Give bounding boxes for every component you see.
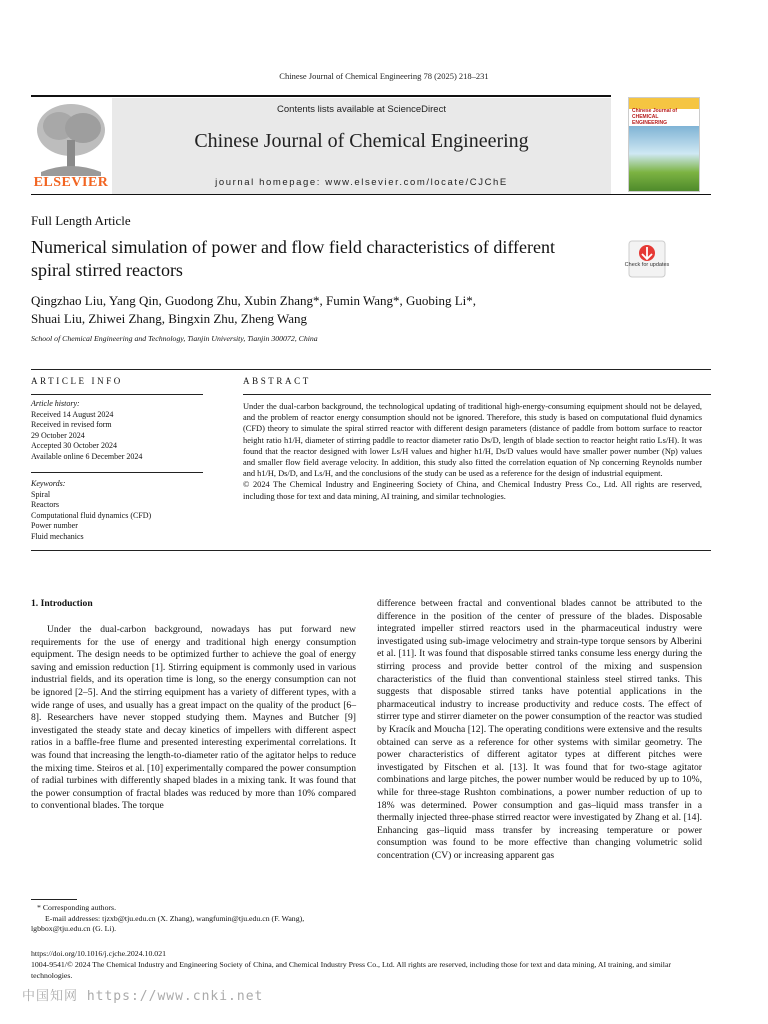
footnote-rule xyxy=(31,899,77,900)
keywords-label: Keywords: xyxy=(31,479,66,488)
article-type: Full Length Article xyxy=(31,213,131,228)
affiliation: School of Chemical Engineering and Technology, Tianjin University, Tianjin 300072, China xyxy=(31,334,318,343)
info-rule xyxy=(31,394,203,395)
paragraph: Under the dual-carbon background, nowadays has put forward new requirements for the use of energy and traditional high energy consumption equipment. The design needs to be optimized further to achieve the goal of energy saving and emission reduction [1]. Stirring equipment is commonly used in various industrial fields, and its operation time is long, so the energy consumption can not be ignored [2–5]. And the stirring equipment has a variety of different types, with a wide range of uses, and usually has a great impact on the quality of the product [6–8]. Researchers have never stopped studying them. Maynes and Butcher [9] investigated the steady state and decay kinetics of impellers with different aspect ratios in a baffle-free flume and presented interesting experimental correlations. It was found that increasing the length-to-diameter ratio of the agitator helps to reduce the mixing time. Steiros et al. [10] experimentally compared the power consumption of radial turbines with differently shaped blades in a mixing tank. It was found that the power consumption of fractal blades was reduced by more than 10% compared to conventional blades. The torque xyxy=(31,624,356,812)
doi-link[interactable]: https://doi.org/10.1016/j.cjche.2024.10.021 xyxy=(31,949,166,958)
section-divider xyxy=(31,369,711,370)
journal-homepage[interactable]: journal homepage: www.elsevier.com/locate/CJChE xyxy=(215,177,508,188)
bottom-copyright: 1004-9541/© 2024 The Chemical Industry and Engineering Society of China, and Chemical Industry Press Co., Ltd. All rights are reserved, including those for text and data mining, AI training, and similar technologies. xyxy=(31,960,672,980)
keyword: Reactors xyxy=(31,500,59,510)
contents-line: Contents lists available at ScienceDirect xyxy=(277,104,446,115)
abstract-body xyxy=(243,401,702,502)
keywords xyxy=(31,479,203,543)
body-column-left xyxy=(31,624,356,813)
keyword: Power number xyxy=(31,521,78,531)
abstract-heading: ABSTRACT xyxy=(243,376,311,386)
article-info-heading: ARTICLE INFO xyxy=(31,376,123,386)
article-title: Numerical simulation of power and flow field characteristics of different spiral stirred reactors xyxy=(31,237,555,280)
cover-title: Chinese Journal of CHEMICAL ENGINEERING xyxy=(632,108,678,126)
check-updates-icon[interactable] xyxy=(628,240,666,278)
footnote xyxy=(31,903,356,935)
header-bottom-rule xyxy=(31,194,711,195)
history-item: Received 14 August 2024 xyxy=(31,409,114,419)
history-item: Received in revised form xyxy=(31,420,112,430)
info-mid-rule xyxy=(31,472,203,473)
email-addresses: E-mail addresses: tjzxb@tju.edu.cn (X. Zhang), wangfumin@tju.edu.cn (F. Wang), lgbbox@tju.edu.cn (G. Li). xyxy=(31,913,305,934)
abstract-bottom-rule xyxy=(31,550,711,551)
history-label: Article history: xyxy=(31,399,80,408)
abstract-rule xyxy=(243,394,711,395)
authors-line-1: Qingzhao Liu, Yang Qin, Guodong Zhu, Xubin Zhang*, Fumin Wang*, Guobing Li*, xyxy=(31,293,477,308)
journal-title: Chinese Journal of Chemical Engineering xyxy=(194,130,529,152)
author-list xyxy=(31,292,631,328)
abstract-text: Under the dual-carbon background, the technological updating of traditional high-energy-consuming equipment should not be delayed, and the problem of reactor energy consumption should not be ignored. Therefore, this study is based on computational fluid dynamics (CFD) theory to simulate the spiral stirred reactor with different design parameters (distance of paddle from bottom surface to reactor height ratio h1/H, diameter of stirring paddle to reactor diameter ratio Ds/D, length of blade section to reactor height ratio Ls/H). It was found that the reactor designed with lower Ls/H values and higher h1/H, Ds/D values would have smaller power number (Np) values and smaller flow field average velocity. In addition, this study also fitted the correlation equation of Np concerning Reynolds number and h1/H, Ds/D, and Ls/H, and the conclusions of the study can be used as a reference for the design of industrial equipment. xyxy=(243,402,702,479)
history-item: Accepted 30 October 2024 xyxy=(31,441,117,451)
journal-reference: Chinese Journal of Chemical Engineering 78 (2025) 218–231 xyxy=(279,71,489,81)
section-heading-introduction: 1. Introduction xyxy=(31,598,93,609)
authors-line-2: Shuai Liu, Zhiwei Zhang, Bingxin Zhu, Zheng Wang xyxy=(31,311,308,326)
history-item: Available online 6 December 2024 xyxy=(31,451,143,461)
keyword: Fluid mechanics xyxy=(31,531,84,541)
header-top-rule xyxy=(31,95,611,97)
corresponding-note: * Corresponding authors. xyxy=(37,903,117,912)
body-column-right xyxy=(377,598,702,862)
cnki-watermark: 中国知网 https://www.cnki.net xyxy=(22,989,264,1004)
keyword: Computational fluid dynamics (CFD) xyxy=(31,510,152,520)
keyword: Spiral xyxy=(31,489,51,499)
check-updates-label[interactable]: Check for updates xyxy=(624,262,670,268)
paragraph: difference between fractal and conventional blades cannot be attributed to the difference in the position of the center of pressure of the blades. Disposable integrated impeller stirred reactors used in the pharmaceutical industry were investigated using sub-image velocimetry and strain-type torque sensors by Alberini et al. [11]. It was found that disposable stirred tanks consume less energy during the stirring process and provide better control of the mixing and suspension characteristics of the fluid than conventional stainless steel stirred tanks. This suggests that disposable stirred tanks have potential applications in the pharmaceutical industry to increase productivity and reduce costs. The effect of stirrer type and stirrer diameter on the power consumption of the reactor was studied by Kracík and Moucha [12]. The operating conditions were extensive and the results obtained can serve as a reference for other systems with similar geometry. The power characteristics of different agitator types at different pitches were investigated by Fitschen et al. [13]. It was found that for two-stage agitator combinations and large pitches, the power number would be reduced by up to 10%, while for three-stage Rushton combinations, a power number reduction of up to 18% was determined. Power consumption and gas–liquid mass transfer in a thermally injected three-phase stirred reactor were investigated by Zhang et al. [14]. Enhancing gas–liquid mass transfer by increasing temperature or power consumption was found to be more effective than changing volumetric solid concentration (CV) or increasing apparent gas xyxy=(377,598,702,861)
history-item: 29 October 2024 xyxy=(31,430,85,440)
article-history xyxy=(31,399,203,463)
elsevier-wordmark: ELSEVIER xyxy=(33,175,109,190)
abstract-copyright: © 2024 The Chemical Industry and Engineering Society of China, and Chemical Industry Press Co., Ltd. All rights are reserved, including those for text and data mining, AI training, and similar technologies. xyxy=(243,480,702,501)
